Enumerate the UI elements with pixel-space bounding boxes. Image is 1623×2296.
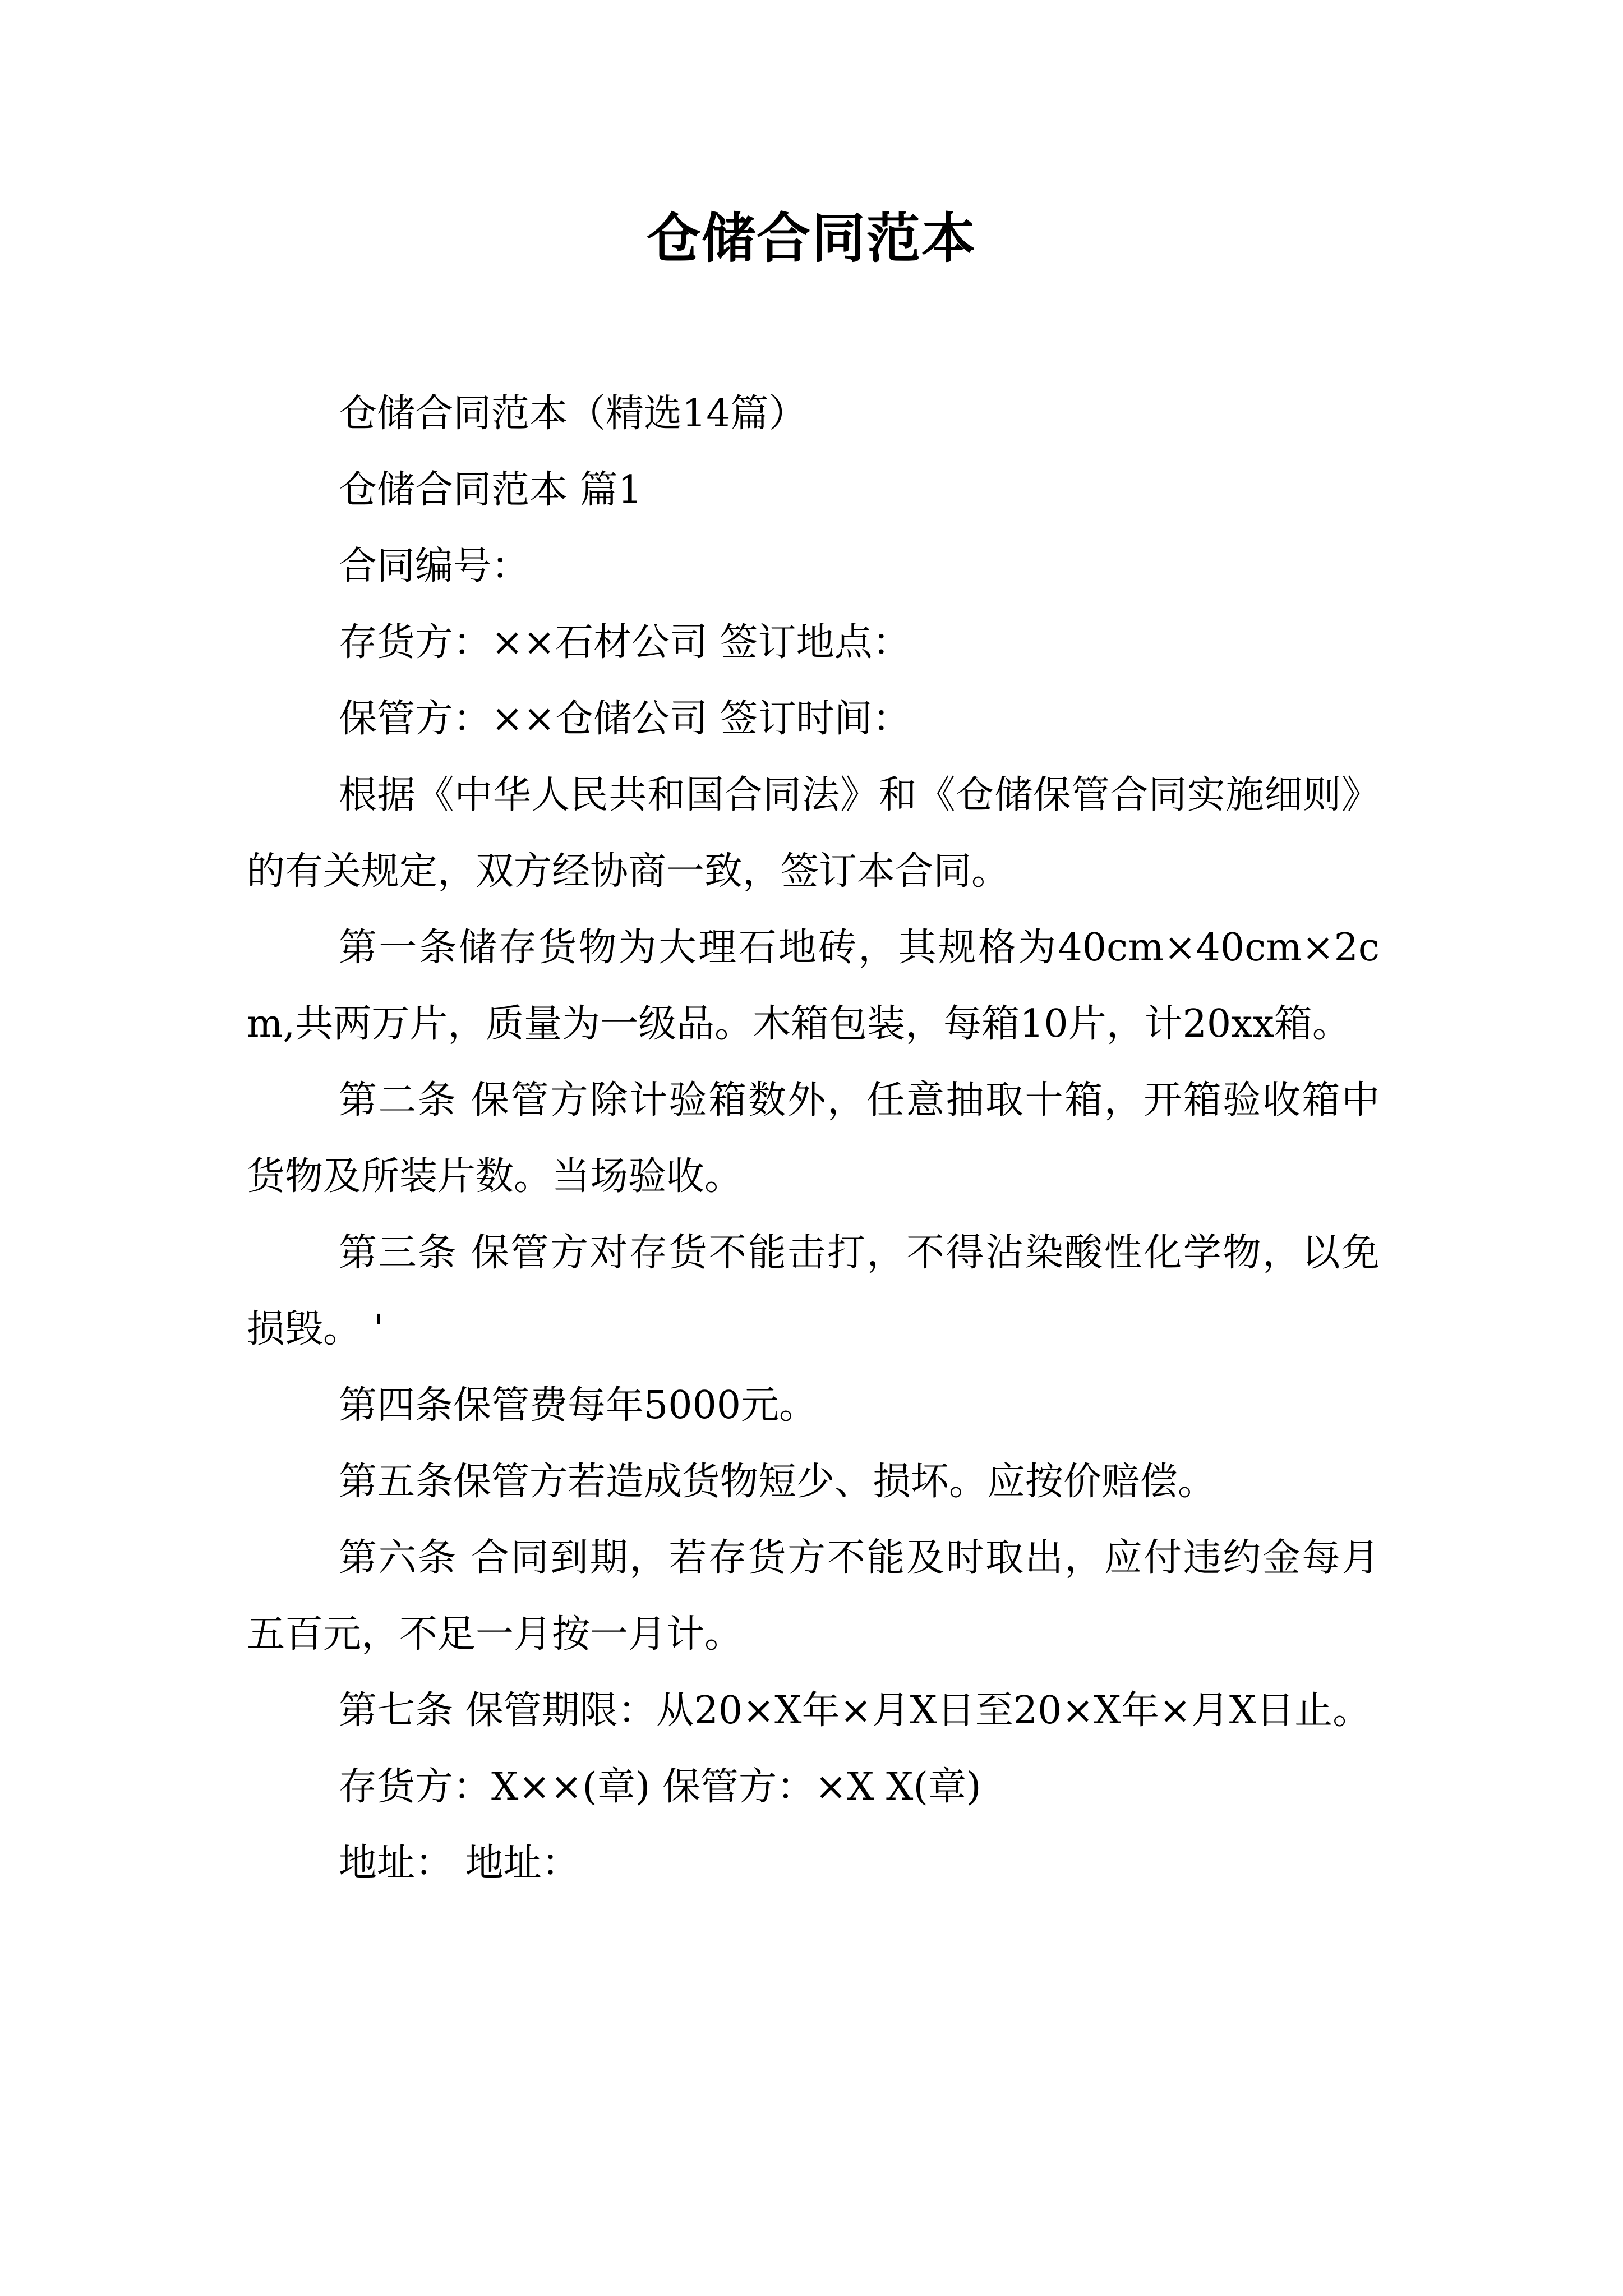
paragraph-contract-number: 合同编号： xyxy=(339,544,530,588)
paragraph-article-4: 第四条保管费每年5000元。 xyxy=(339,1383,818,1428)
document-title: 仓储合同范本 xyxy=(647,206,976,270)
paragraph-article-heading: 仓储合同范本 篇1 xyxy=(339,468,642,512)
document-body xyxy=(247,376,1380,1902)
paragraph-signatures: 存货方：X××(章) 保管方：×X X(章) xyxy=(339,1765,981,1809)
paragraph-custodian: 保管方：××仓储公司 签订时间： xyxy=(339,697,911,741)
paragraph-depositor: 存货方：××石材公司 签订地点： xyxy=(339,620,911,665)
paragraph-article-1: 第一条储存货物为大理石地砖，其规格为40cm×40cm×2cm,共两万片，质量为一级品。木箱包装，每箱10片，计20xx箱。 xyxy=(247,926,1380,1046)
paragraph-addresses: 地址： 地址： xyxy=(339,1841,580,1885)
paragraph-article-2: 第二条 保管方除计验箱数外，任意抽取十箱，开箱验收箱中货物及所装片数。当场验收。 xyxy=(247,1078,1380,1199)
paragraph-collection-title: 仓储合同范本（精选14篇） xyxy=(339,392,807,436)
paragraph-article-7: 第七条 保管期限：从20×X年×月X日至20×X年×月X日止。 xyxy=(339,1688,1371,1733)
paragraph-article-3: 第三条 保管方对存货不能击打，不得沾染酸性化学物，以免损毁。 ' xyxy=(247,1231,1380,1351)
paragraph-basis: 根据《中华人民共和国合同法》和《仓储保管合同实施细则》的有关规定，双方经协商一致，签订本合同。 xyxy=(247,773,1380,894)
paragraph-article-5: 第五条保管方若造成货物短少、损坏。应按价赔偿。 xyxy=(339,1460,1216,1504)
paragraph-article-6: 第六条 合同到期，若存货方不能及时取出，应付违约金每月五百元，不足一月按一月计。 xyxy=(247,1536,1380,1657)
